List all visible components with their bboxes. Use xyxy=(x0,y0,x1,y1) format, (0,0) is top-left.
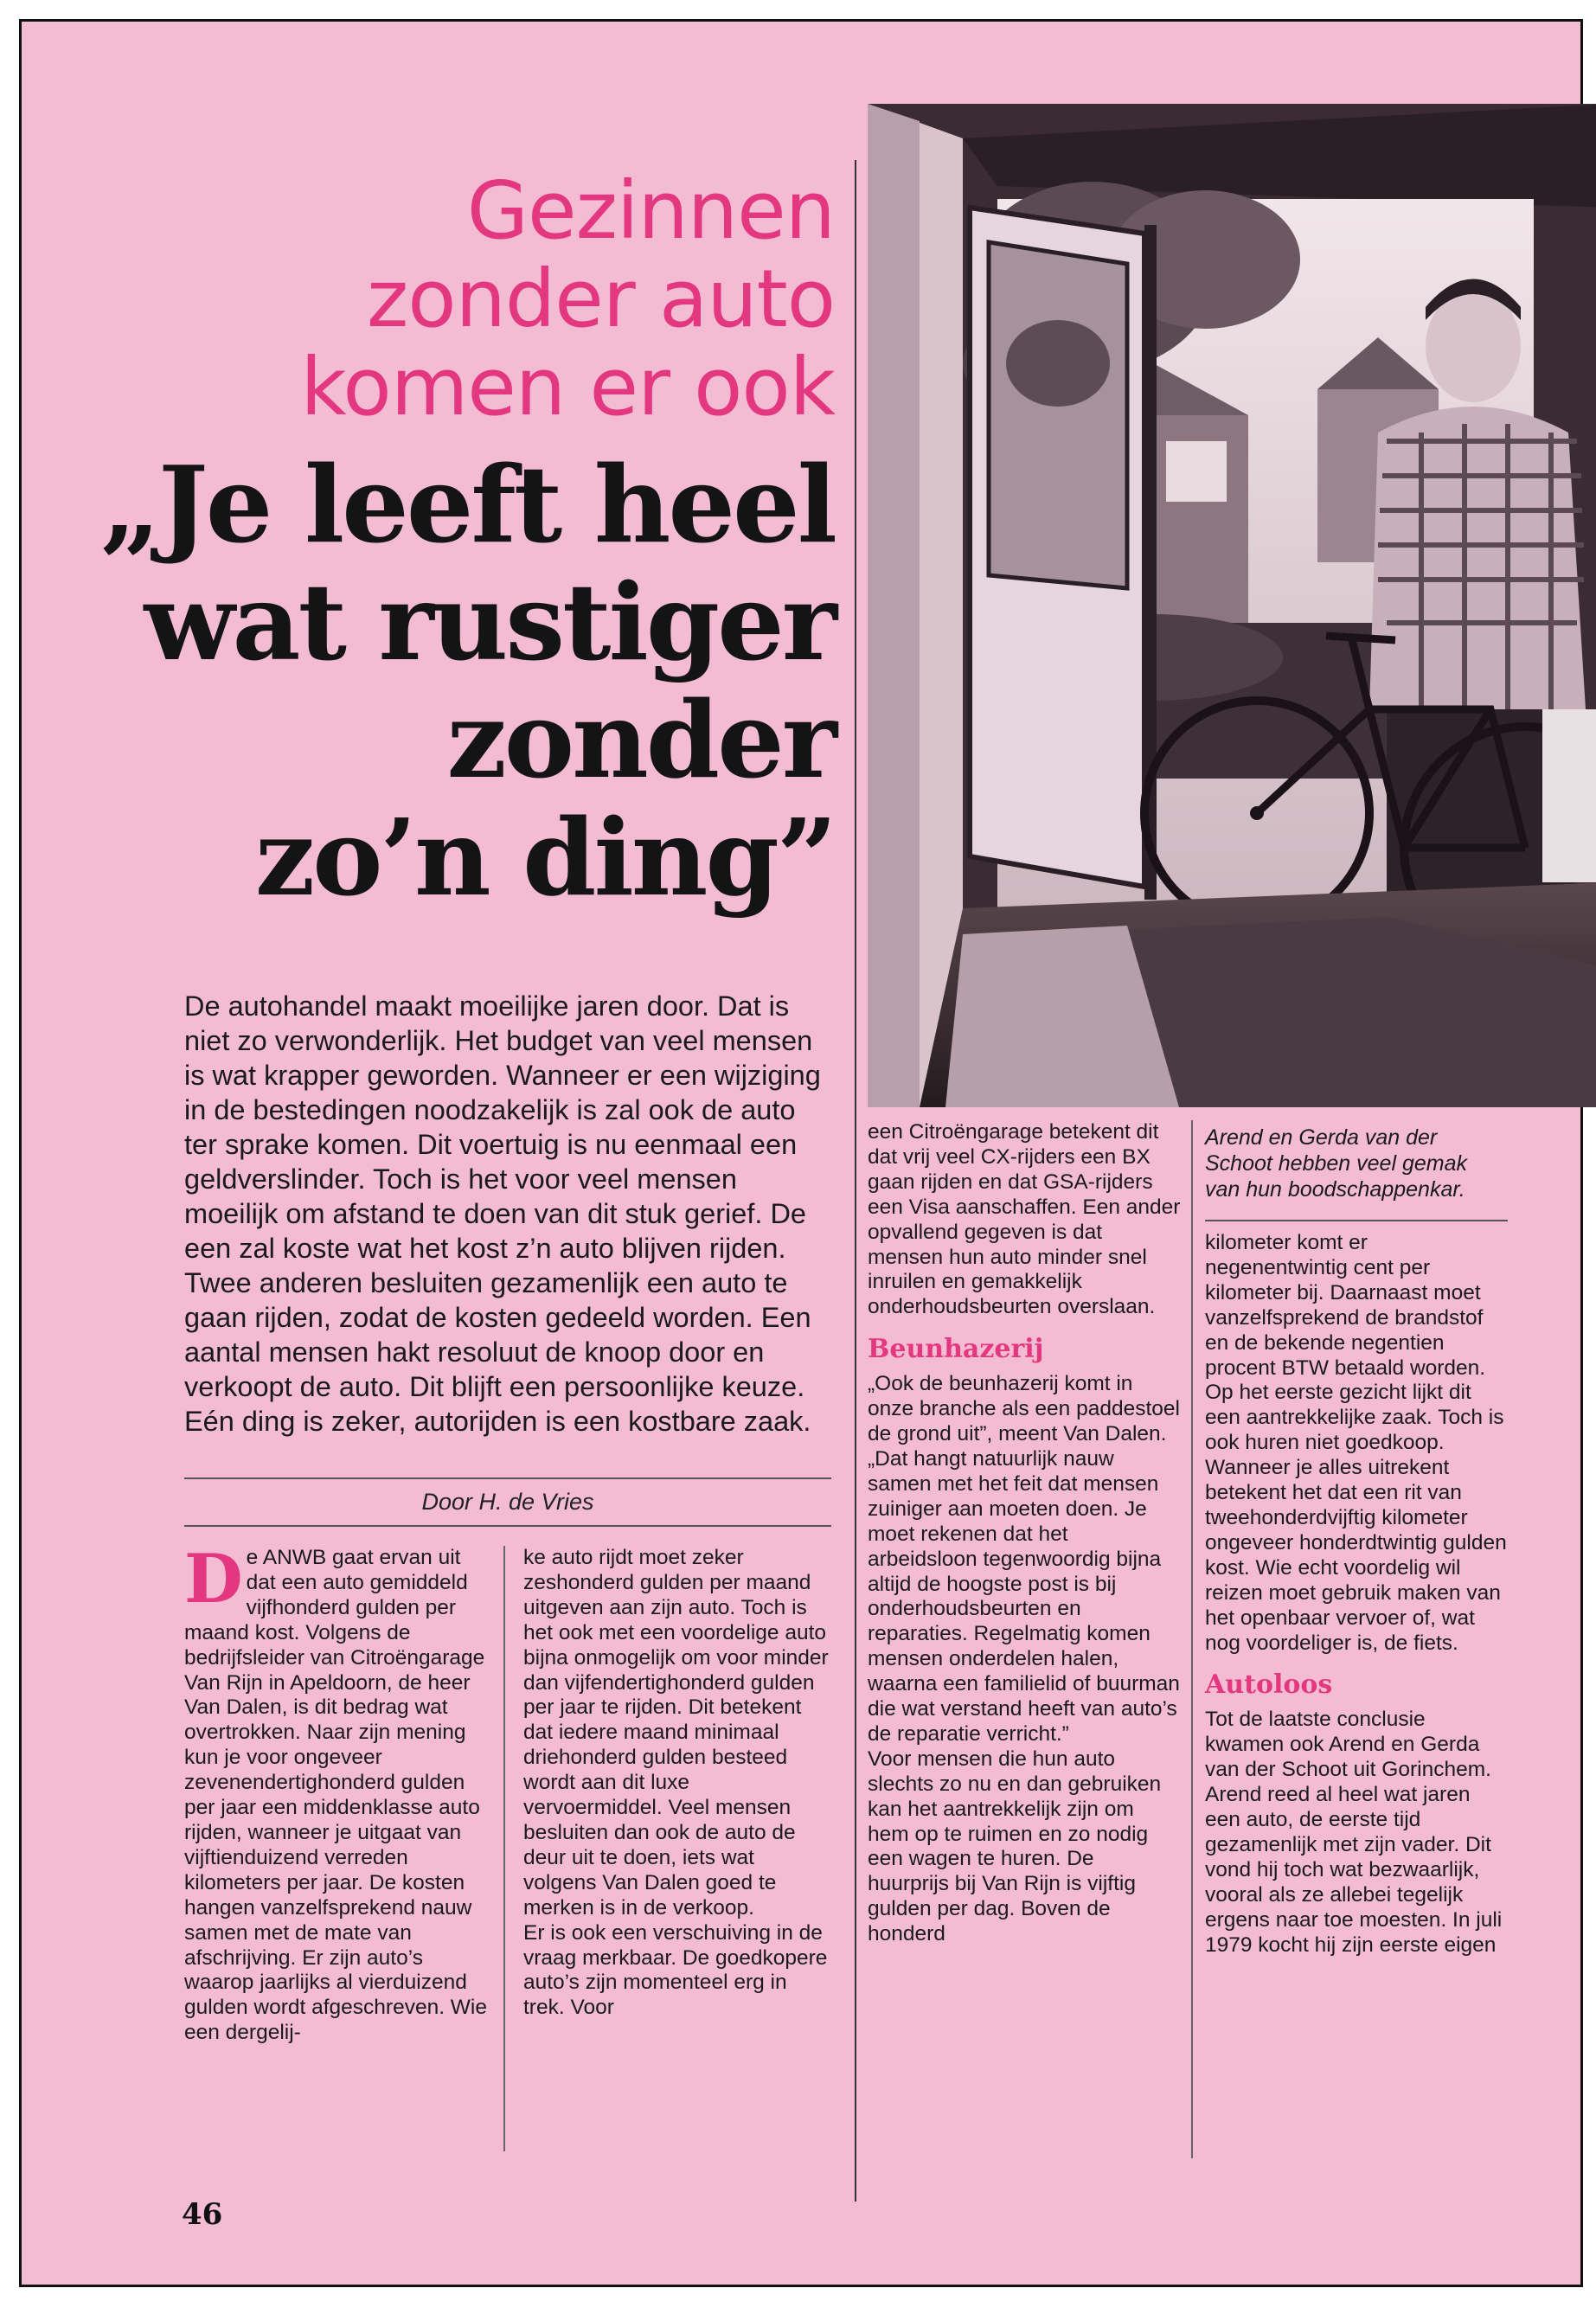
kicker-line: zonder auto xyxy=(367,253,835,345)
photo-caption: Arend en Gerda van der Schoot hebben veel gemak van hun boodschappenkar. xyxy=(1205,1125,1467,1202)
kicker-line: Gezinnen xyxy=(466,164,835,257)
headline-line: wat rustiger xyxy=(144,560,835,684)
body-paragraph: „Ook de beunhazerij komt in onze branche als een paddestoel de grond uit”, meent Van Dalen. „Dat hangt natuurlijk nauw samen met het feit dat mensen zuiniger aan moeten doen. Je moet rekenen dat het arbeidsloon tegenwoordig bijna altijd de hoogste post is bij onderhoudsbeurten en reparaties. Regelmatig komen mensen onderdelen halen, waarna een familielid of buurman die wat verstand heeft van auto’s de reparatie verricht.” xyxy=(868,1372,1180,1746)
body-column-3 xyxy=(868,1120,1181,1947)
subheading-autoloos: Autoloos xyxy=(1205,1670,1333,1701)
body-paragraph: Tot de laatste conclusie kwamen ook Arend en Gerda van der Schoot uit Gorinchem. Arend reed al heel wat jaren een auto, de eerste tijd gezamenlijk met zijn vader. Dit vond hij toch wat bezwaarlijk, vooral als ze allebei tegelijk ergens naar toe moesten. In juli 1979 kocht hij zijn eerste eigen xyxy=(1205,1708,1503,1957)
body-column-2 xyxy=(523,1546,833,2021)
byline: Door H. de Vries xyxy=(421,1489,594,1515)
body-text: e ANWB gaat ervan uit dat een auto gemiddeld vijfhonderd gulden per maand kost. Volgens de bedrijfsleider van Citroëngarage Van Rijn in Apeldoorn, de heer Van Dalen, is dit bedrag wat overtrokken. Naar zijn mening kun je voor ongeveer zevenendertighonderd gulden per jaar een middenklasse auto rijden, wanneer je uitgaat van vijftienduizend verreden kilometers per jaar. De kosten hangen vanzelfsprekend nauw samen met de mate van afschrijving. Er zijn auto’s waarop jaarlijks al vierduizend gulden wordt afgeschreven. Wie een dergelij- xyxy=(184,1546,487,2045)
magazine-page xyxy=(19,19,1583,2287)
photo-illustration xyxy=(868,104,1596,1107)
headline-line: „Je leeft heel xyxy=(99,442,835,567)
vertical-divider xyxy=(855,160,856,2202)
byline-rule-top xyxy=(184,1477,831,1479)
body-column-4 xyxy=(1205,1231,1509,1958)
headline xyxy=(74,442,835,920)
caption-rule xyxy=(1205,1220,1508,1221)
byline-rule-bottom xyxy=(184,1525,831,1527)
body-paragraph xyxy=(184,1540,496,2046)
body-paragraph: ke auto rijdt moet zeker zeshonderd gulden per maand uitgeven aan zijn auto. Toch is het ook met een voordelige auto bijna onmogelijk om voor minder dan vijfendertighonderd gulden per jaar te rijden. Dit betekent dat iedere maand minimaal driehonderd gulden besteed wordt aan dit luxe vervoermiddel. Veel mensen besluiten dan ook de auto de deur uit te doen, iets wat volgens Van Dalen goed te merken is in de verkoop. xyxy=(523,1546,829,1920)
body-paragraph: Voor mensen die hun auto slechts zo nu en dan gebruiken kan het aantrekkelijk zijn om hem op te ruimen en zo nodig een wagen te huren. De huurprijs bij Van Rijn is vijftig gulden per dag. Boven de honderd xyxy=(868,1747,1162,1946)
kicker-title xyxy=(177,164,835,433)
headline-line: zo’n ding” xyxy=(254,795,835,920)
article-photo xyxy=(868,104,1596,1107)
lead-paragraph: De autohandel maakt moeilijke jaren door. Dat is niet zo verwonderlijk. Het budget van veel mensen is wat krapper geworden. Wanneer er een wijziging in de bestedingen noodzakelijk is zal ook de auto ter sprake komen. Dit voertuig is nu eenmaal een geldverslinder. Toch is het voor veel mensen moeilijk om afstand te doen van dit stuk gerief. De een zal koste wat het kost z’n auto blijven rijden. Twee anderen besluiten gezamenlijk een auto te gaan rijden, zodat de kosten gedeeld worden. Een aantal mensen hakt resoluut de knoop door en verkoopt de auto. Dit blijft een persoonlijke keuze. Eén ding is zeker, autorijden is een kostbare zaak. xyxy=(184,990,821,1437)
drop-cap: D xyxy=(184,1540,243,1618)
column-rule xyxy=(1191,1120,1193,2158)
page-number: 46 xyxy=(182,2197,223,2232)
body-paragraph: Er is ook een verschuiving in de vraag merkbaar. De goedkopere auto’s zijn momenteel erg in trek. Voor xyxy=(523,1920,828,2020)
body-paragraph: kilometer komt er negenentwintig cent per kilometer bij. Daarnaast moet vanzelfsprekend de brandstof en de bekende negentien procent BTW betaald worden. Op het eerste gezicht lijkt dit een aantrekkelijke zaak. Toch is ook huren niet goedkoop. Wanneer je alles uitrekent betekent het dat een rit van tweehonderdvijftig kilometer ongeveer honderdtwintig gulden kost. Wie echt voordelig wil reizen moet gebruik maken van het openbaar vervoer of, wat nog voordeliger is, de fiets. xyxy=(1205,1231,1507,1655)
column-rule xyxy=(503,1546,505,2151)
body-paragraph: een Citroëngarage betekent dit dat vrij veel CX-rijders een BX gaan rijden en dat GSA-rijders een Visa aanschaffen. Een ander opvallend gegeven is dat mensen hun auto minder snel inruilen en gemakkelijk onderhoudsbeurten overslaan. xyxy=(868,1120,1181,1319)
subheading-beunhazerij: Beunhazerij xyxy=(868,1334,1044,1365)
body-column-1 xyxy=(184,1540,496,2046)
headline-line: zonder xyxy=(446,677,835,802)
kicker-line: komen er ook xyxy=(300,341,835,433)
